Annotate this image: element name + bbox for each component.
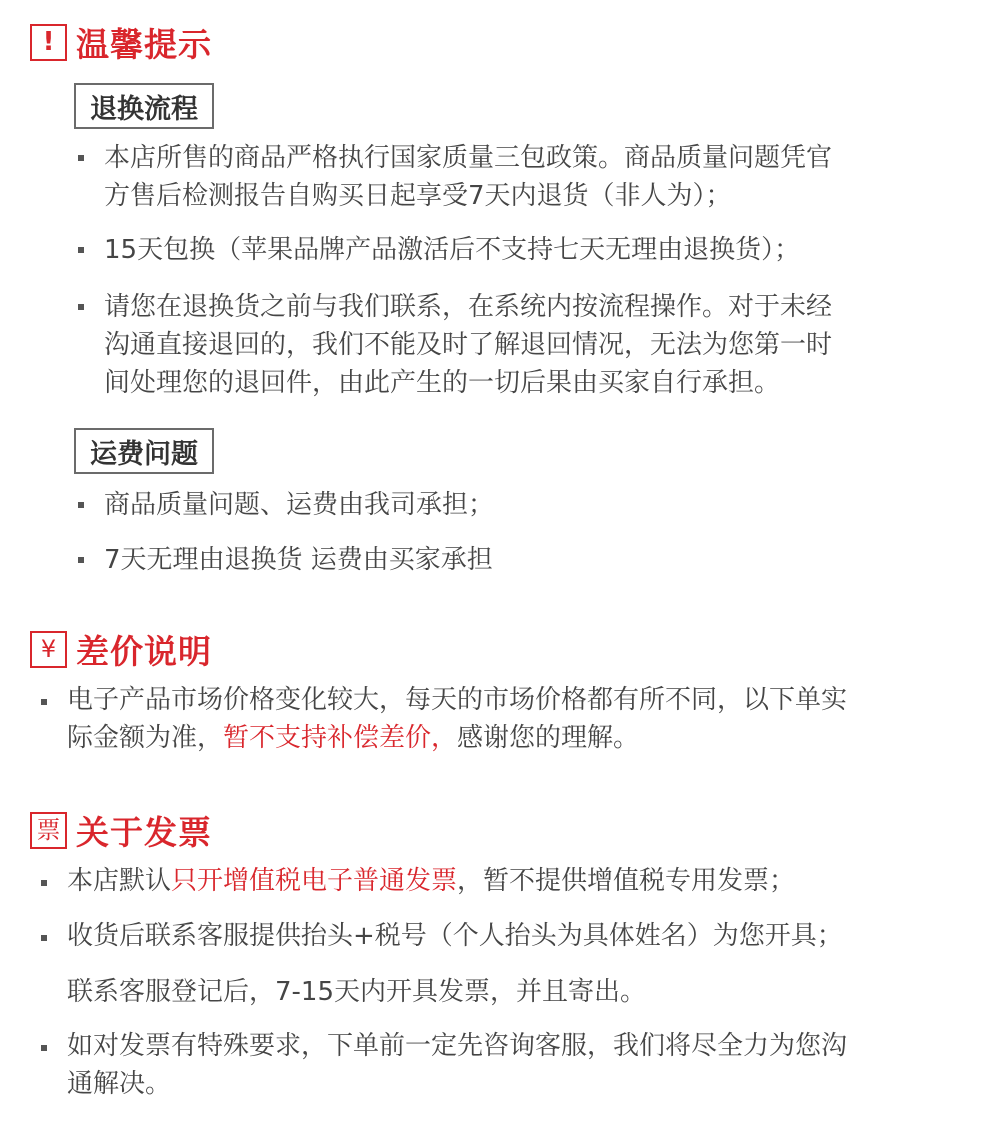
invoice-item-4-line-1: 如对发票有特殊要求，下单前一定先咨询客服，我们将尽全力为您沟 xyxy=(67,1031,848,1061)
returns-item-3-line-1: 请您在退换货之前与我们联系，在系统内按流程操作。对于未经 xyxy=(104,292,833,322)
invoice-item-2 xyxy=(67,917,947,955)
tips-title: 温馨提示 xyxy=(76,24,212,64)
invoice-item-4-line-2: 通解决。 xyxy=(67,1069,172,1099)
shipping-item-1-text: 商品质量问题、运费由我司承担； xyxy=(104,490,495,520)
invoice-item-1 xyxy=(67,862,947,900)
invoice-item-1-post: ，暂不提供增值税专用发票； xyxy=(457,866,796,896)
invoice-item-3 xyxy=(67,973,947,1011)
price-line-2-post: 感谢您的理解。 xyxy=(457,723,640,753)
invoice-item-3-text: 联系客服登记后，7-15天内开具发票，并且寄出。 xyxy=(67,977,647,1007)
returns-item-2-line-1: 15天包换（苹果品牌产品激活后不支持七天无理由退换货）； xyxy=(104,235,801,265)
invoice-item-2-text: 收货后联系客服提供抬头+税号（个人抬头为具体姓名）为您开具； xyxy=(67,921,843,951)
invoice-title: 关于发票 xyxy=(76,812,212,852)
returns-item-3-line-2: 沟通直接退回的，我们不能及时了解退回情况，无法为您第一时 xyxy=(104,330,833,360)
price-item xyxy=(67,681,947,757)
price-line-1: 电子产品市场价格变化较大，每天的市场价格都有所不同，以下单实 xyxy=(67,685,848,715)
shipping-subheading: 运费问题 xyxy=(74,428,214,474)
shipping-item-1 xyxy=(104,486,944,524)
exclamation-icon: ! xyxy=(30,24,67,61)
returns-subheading: 退换流程 xyxy=(74,83,214,129)
tips-heading xyxy=(30,22,212,62)
invoice-heading xyxy=(30,810,212,850)
price-no-compensation: 暂不支持补偿差价， xyxy=(223,723,458,753)
price-line-2 xyxy=(67,719,947,757)
price-title: 差价说明 xyxy=(76,631,212,671)
shipping-item-2-text: 7天无理由退换货 运费由买家承担 xyxy=(104,545,493,575)
returns-item-1 xyxy=(104,139,944,215)
returns-item-3 xyxy=(104,288,944,402)
yen-icon: ¥ xyxy=(30,631,67,668)
returns-item-3-line-3: 间处理您的退回件，由此产生的一切后果由买家自行承担。 xyxy=(104,368,781,398)
returns-item-1-line-2: 方售后检测报告自购买日起享受7天内退货（非人为）； xyxy=(104,181,732,211)
invoice-item-1-text xyxy=(67,862,947,900)
invoice-item-1-pre: 本店默认 xyxy=(67,866,172,896)
shipping-item-2 xyxy=(104,541,944,579)
returns-item-1-line-1: 本店所售的商品严格执行国家质量三包政策。商品质量问题凭官 xyxy=(104,143,833,173)
invoice-item-4 xyxy=(67,1027,947,1103)
returns-item-2 xyxy=(104,231,944,269)
invoice-icon: 票 xyxy=(30,812,67,849)
price-heading xyxy=(30,629,212,669)
invoice-default-type: 只开增值税电子普通发票 xyxy=(171,866,458,896)
price-line-2-pre: 际金额为准， xyxy=(67,723,224,753)
